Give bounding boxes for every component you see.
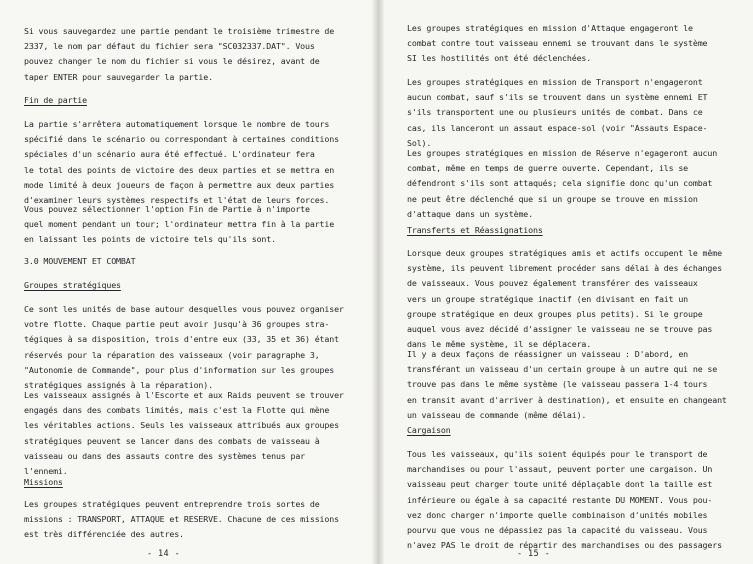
- text-line: n'avez PAS le droit de répartir des marchandises ou des passagers: [407, 540, 722, 551]
- text-line: le total des points de victoire des deux parties et se mettra en: [24, 164, 335, 175]
- text-line: en laissant les points de victoire tels qu'ils sont.: [24, 234, 276, 245]
- text-line: auquel vous avez décidé d'assigner le vaisseau ne se trouve pas: [407, 324, 713, 335]
- text-line: Il y a deux façons de réassigner un vaisseau : D'abord, en: [407, 349, 689, 359]
- text-line: spéciales d'un scénario aura été effectué. L'ordinateur fera: [24, 149, 315, 160]
- text-line: inférieure ou égale à sa capacité restante DU MOMENT. Vous pou-: [407, 494, 713, 505]
- text-line: d'attaque dans un système.: [407, 208, 533, 219]
- text-line: vaisseau ou dans des assauts contre des systèmes tenus par: [24, 450, 306, 461]
- right-page: [379, 0, 753, 564]
- text-line: pouvez changer le nom du fichier si vous le désirez, avant de: [24, 56, 320, 67]
- text-line: missions : TRANSPORT, ATTAQUE et RESERVE. Chacune de ces missions: [24, 514, 339, 525]
- text-line: vaisseau peut charger toute unité déplaçable dont la taille est: [407, 479, 713, 490]
- text-line: Les groupes stratégiques en mission de Transport n'engageront: [407, 77, 703, 87]
- text-line: cas, ils lanceront un assaut espace-sol (voir "Assauts Espace-: [407, 122, 708, 133]
- text-line: taper ENTER pour sauvegarder la partie.: [24, 71, 213, 82]
- text-line: groupe stratégique en deux groupes plus petits). Si le groupe: [407, 308, 703, 319]
- text-line: quel moment pendant un tour; l'ordinateur mettra fin à la partie: [24, 219, 335, 230]
- text-line: est très différenciée des autres.: [24, 529, 184, 540]
- text-line: en transit avant d'arriver à destination), et ensuite en changeant: [407, 394, 727, 405]
- text-line: mode limité à deux joueurs de façon à permettre aux deux parties: [24, 179, 335, 190]
- text-line: SI les hostilités ont été déclenchées.: [407, 53, 592, 64]
- text-line: Vous pouvez sélectionner l'option Fin de Partie à n'importe: [24, 204, 310, 214]
- text-line: "Autonomie de Commande", pour plus d'information sur les groupes: [24, 364, 335, 375]
- right-paragraph-transfers: [407, 246, 722, 352]
- text-line: combat, même en temps de guerre ouverte. Cependant, ils se: [407, 163, 689, 174]
- heading-groupes-strategiques: Groupes stratégiques: [24, 280, 121, 290]
- text-line: s'ils transportent une ou plusieurs unités de combat. Dans ce: [407, 107, 703, 118]
- text-line: d'examiner leurs systèmes respectifs et l'état de leurs forces.: [24, 195, 330, 206]
- text-line: combat contre tout vaisseau ennemi se trouvant dans le système: [407, 38, 708, 49]
- left-paragraph-missions: [24, 497, 339, 543]
- text-line: trouve pas dans le même système (le vaisseau passera 1-4 tours: [407, 379, 708, 390]
- text-line: les véritables actions. Seuls les vaisseaux attribués aux groupes: [24, 420, 339, 431]
- text-line: un vaisseau de commande (même délai).: [407, 409, 587, 420]
- text-line: Sol).: [407, 137, 432, 148]
- page-gutter: [372, 0, 384, 564]
- text-line: l'ennemi.: [24, 466, 68, 477]
- text-line: dans le même système, il se déplacera.: [407, 339, 592, 350]
- text-line: spécifié dans le scénario ou correspondant à certaines conditions: [24, 134, 339, 145]
- text-line: La partie s'arrêtera automatiquement lorsque le nombre de tours: [24, 119, 330, 129]
- left-paragraph-end-game: [24, 117, 339, 208]
- text-line: réservés pour la réparation des vaisseaux (voir paragraphe 3,: [24, 349, 320, 360]
- right-paragraph-cargo: [407, 447, 722, 553]
- right-paragraph-transport: [407, 75, 707, 151]
- text-line: votre flotte. Chaque partie peut avoir jusqu'à 36 groupes stra-: [24, 319, 330, 330]
- heading-transferts: Transferts et Réassignations: [407, 225, 543, 235]
- text-line: défendront s'ils sont attaqués; cela signifie donc qu'un combat: [407, 178, 713, 189]
- text-line: Ce sont les unités de base autour desquelles vous pouvez organiser: [24, 304, 344, 314]
- heading-missions: Missions: [24, 477, 63, 487]
- text-line: engagés dans des combats limités, mais c'est la Flotte qui mène: [24, 405, 330, 416]
- page-number-right: - 15 -: [517, 549, 551, 559]
- text-line: Tous les vaisseaux, qu'ils soient équipés pour le transport de: [407, 449, 708, 459]
- text-line: stratégiques assignés à la réparation).: [24, 380, 213, 391]
- text-line: Les groupes stratégiques en mission de Réserve n'egageront aucun: [407, 148, 718, 158]
- text-line: aucun combat, sauf s'ils se trouvent dans un système ennemi ET: [407, 92, 708, 103]
- left-paragraph-groups: [24, 302, 344, 393]
- text-line: Les groupes stratégiques peuvent entreprendre trois sortes de: [24, 499, 320, 509]
- text-line: stratégiques peuvent se lancer dans des combats de vaisseau à: [24, 435, 320, 446]
- text-line: Si vous sauvegardez une partie pendant le troisième trimestre de: [24, 26, 335, 36]
- left-paragraph-save: [24, 24, 334, 85]
- heading-mouvement-et-combat: 3.0 MOUVEMENT ET COMBAT: [24, 256, 136, 266]
- text-line: pourvu que vous ne dépassiez pas la capacité du vaisseau. Vous: [407, 525, 708, 536]
- left-paragraph-option: [24, 202, 334, 248]
- right-paragraph-reassign: [407, 347, 727, 423]
- heading-fin-de-partie: Fin de partie: [24, 95, 87, 105]
- text-line: de vaisseaux. Vous pouvez également transférer des vaisseaux: [407, 278, 698, 289]
- left-paragraph-escort: [24, 388, 344, 479]
- text-line: Les groupes stratégiques en mission d'Attaque engageront le: [407, 23, 693, 33]
- heading-cargaison: Cargaison: [407, 425, 451, 435]
- right-paragraph-reserve: [407, 146, 717, 222]
- text-line: 2337, le nom par défaut du fichier sera "SC032337.DAT". Vous: [24, 41, 315, 52]
- text-line: tégiques à sa disposition, trois d'entre eux (33, 35 et 36) étant: [24, 334, 339, 345]
- text-line: vez donc charger n'importe quelle combinaison d'unités mobiles: [407, 509, 708, 520]
- text-line: système, ils peuvent librement procéder sans délai à des échanges: [407, 263, 722, 274]
- text-line: transférant un vaisseau d'un certain groupe à un autre qui ne se: [407, 364, 718, 375]
- text-line: vers un groupe stratégique inactif (en divisant en fait un: [407, 293, 689, 304]
- page-number-left: - 14 -: [147, 549, 181, 559]
- text-line: marchandises ou pour l'assaut, peuvent porter une cargaison. Un: [407, 464, 713, 475]
- text-line: ne peut être déclenché que si un groupe se trouve en mission: [407, 193, 698, 204]
- right-paragraph-attack: [407, 21, 707, 67]
- text-line: Lorsque deux groupes stratégiques amis et actifs occupent le même: [407, 248, 722, 258]
- text-line: Les vaisseaux assignés à l'Escorte et aux Raids peuvent se trouver: [24, 390, 344, 400]
